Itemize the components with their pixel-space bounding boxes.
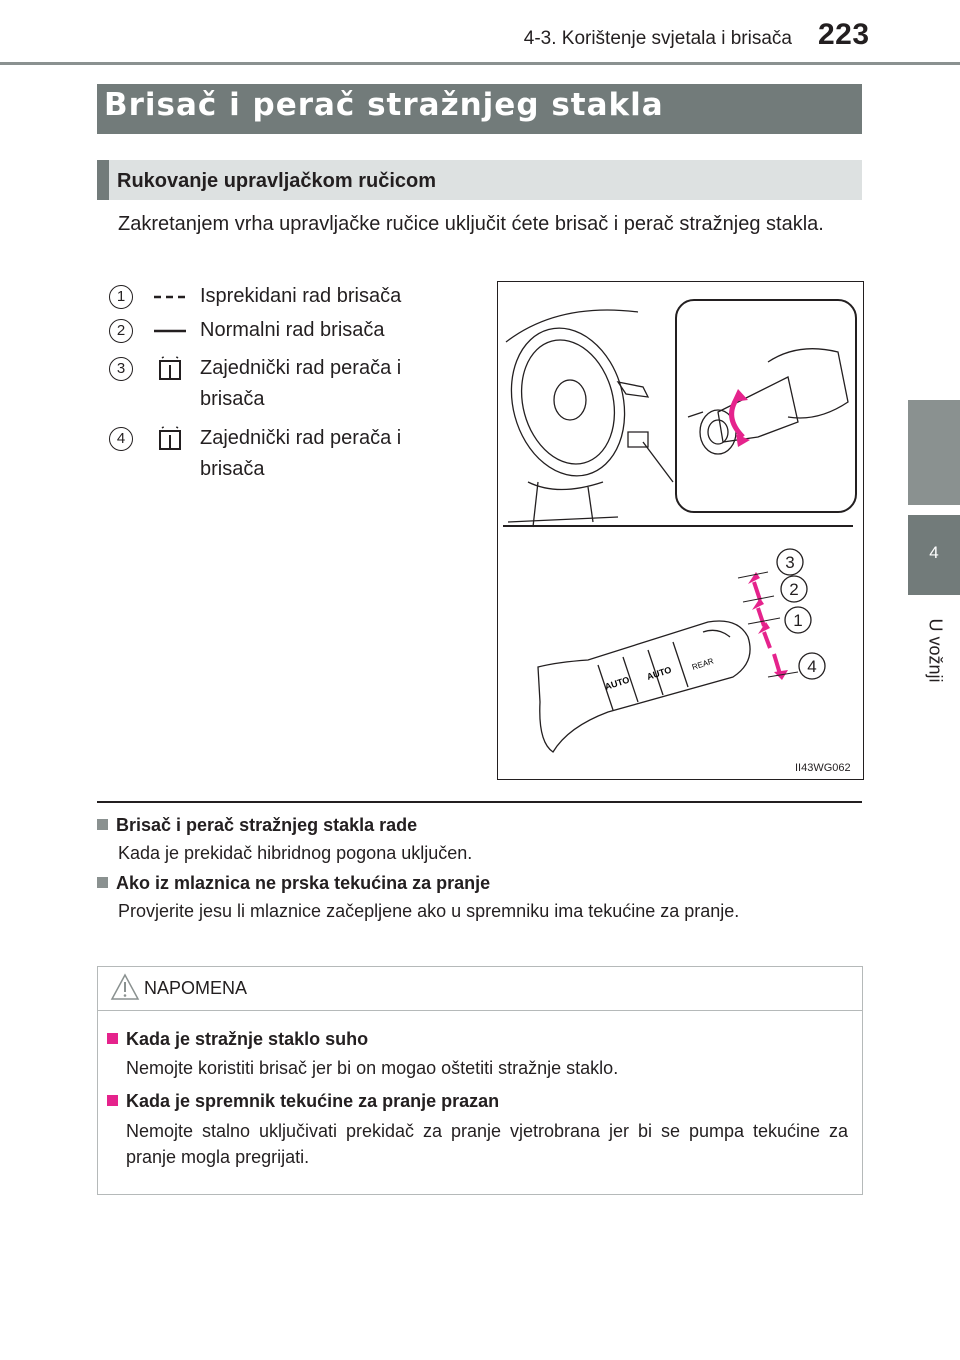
rear-washer-icon [152,355,188,383]
rear-washer-icon [152,425,188,453]
item-number: 1 [109,285,133,309]
bullet-square-icon [97,819,108,830]
warning-heading-text: Kada je stražnje staklo suho [126,1029,369,1049]
callout-number: 3 [785,553,795,572]
warning-triangle-icon [110,973,140,1001]
warning-title: NAPOMENA [144,978,248,998]
switch-label: AUTO [603,674,631,692]
switch-label: REAR [690,656,715,672]
subtitle-marker [97,160,109,200]
note-body: Provjerite jesu li mlaznice začepljene ako u spremniku ima tekućine za pranje. [118,901,740,921]
wiper-lever-illustration [498,282,863,779]
bullet-square-icon [97,877,108,888]
warning-item-heading [107,1029,368,1050]
item-number: 4 [109,427,133,451]
item-text: Zajednički rad perača i brisača [200,357,402,410]
callout-number: 4 [807,657,817,676]
item-text: Zajednički rad perača i brisača [200,427,402,480]
switch-label: AUTO [645,664,673,682]
warning-item-body: Nemojte stalno uključivati prekidač za pranje vjetrobrana jer bi se pumpa tekućine za pranje mogla pregrijati. [126,1121,848,1167]
intro-text: Zakretanjem vrha upravljačke ručice uključit ćete brisač i perač stražnjeg stakla. [118,213,824,235]
page-title: Brisač i perač stražnjeg stakla [104,87,664,123]
bullet-square-icon [107,1095,118,1106]
chapter-tab: 4 [908,515,960,595]
section-header: 4-3. Korištenje svjetala i brisača [523,28,792,49]
callout-number: 1 [793,611,803,630]
note-body: Kada je prekidač hibridnog pogona uključen. [118,843,473,863]
warning-box [97,966,863,1195]
note-heading-text: Ako iz mlaznica ne prska tekućina za pranje [116,873,491,893]
callout-number: 2 [789,580,799,599]
warning-item-body: Nemojte koristiti brisač jer bi on mogao oštetiti stražnje staklo. [126,1058,619,1078]
header-rule [0,62,960,65]
solid-line-icon [152,317,188,345]
section-separator [97,801,862,803]
bullet-square-icon [107,1033,118,1044]
item-number: 2 [109,319,133,343]
note-heading-text: Brisač i perač stražnjeg stakla rade [116,815,418,835]
subtitle: Rukovanje upravljačkom ručicom [117,170,437,192]
side-tab-upper [908,400,960,505]
page-number: 223 [818,18,870,51]
note-heading [97,815,417,836]
illustration-code: II43WG062 [795,762,851,774]
item-number: 3 [109,357,133,381]
warning-heading-text: Kada je spremnik tekućine za pranje prazan [126,1091,500,1111]
chapter-label: U vožnji [925,618,946,683]
item-text: Isprekidani rad brisača [200,285,402,307]
warning-item-heading [107,1091,499,1112]
illustration [497,281,864,780]
note-heading [97,873,490,894]
dashed-line-icon [152,283,188,311]
warning-header [98,967,862,1011]
item-text: Normalni rad brisača [200,319,385,341]
